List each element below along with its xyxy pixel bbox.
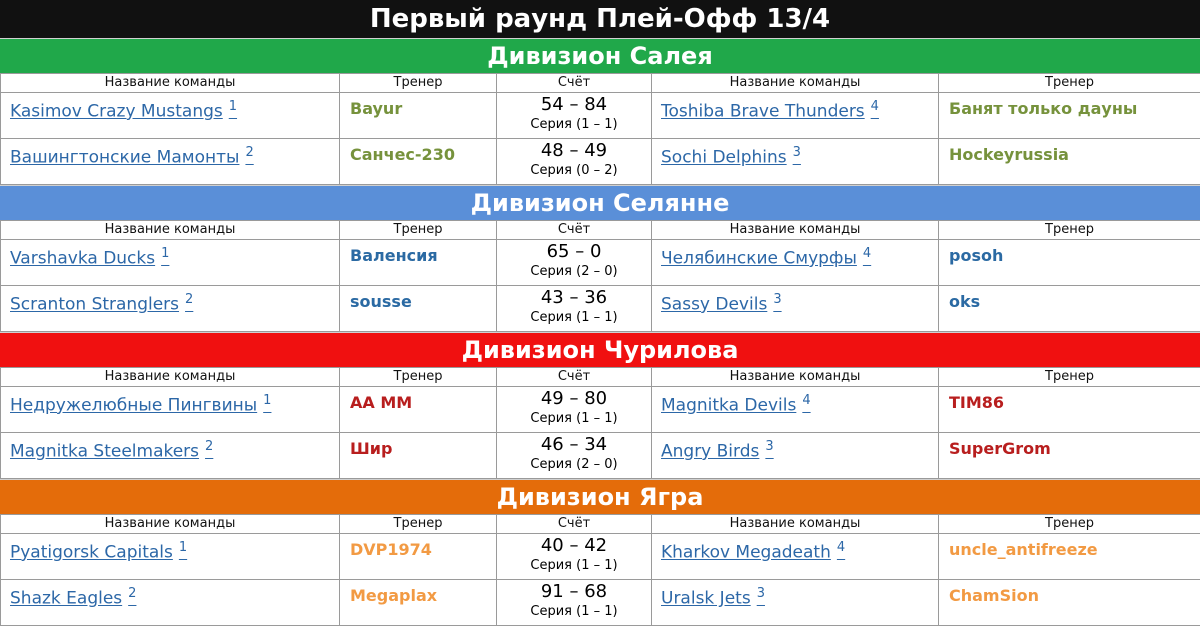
team-seed: 1	[263, 393, 272, 408]
team-link[interactable]	[652, 580, 765, 609]
match-row	[1, 580, 1200, 626]
coach-cell	[939, 286, 1200, 332]
team-link[interactable]	[652, 433, 774, 462]
team-cell	[1, 240, 340, 286]
team-name: Kharkov Megadeath	[661, 542, 831, 563]
team-name: Toshiba Brave Thunders	[661, 101, 865, 122]
coach-cell	[939, 240, 1200, 286]
match-score: 49 – 80	[540, 388, 608, 409]
team-column-header: Название команды	[652, 368, 939, 387]
score-cell	[497, 240, 652, 286]
division-title: Дивизион Салея	[0, 38, 1200, 73]
team-cell	[652, 286, 939, 332]
page-title: Первый раунд Плей-Офф 13/4	[0, 0, 1200, 38]
score-column-header: Счёт	[497, 74, 652, 93]
team-seed: 1	[161, 246, 170, 261]
team-name: Sassy Devils	[661, 294, 768, 315]
table-header-row	[1, 221, 1200, 240]
coach-name: Санчес-230	[350, 145, 455, 164]
team-seed: 3	[792, 145, 801, 160]
team-name: Kasimov Crazy Mustangs	[10, 101, 223, 122]
coach-name: Megaplax	[350, 586, 438, 605]
team-seed: 4	[802, 393, 811, 408]
team-link[interactable]	[652, 534, 845, 563]
team-name: Челябинские Смурфы	[661, 248, 857, 269]
team-cell	[1, 534, 340, 580]
team-column-header: Название команды	[1, 515, 340, 534]
coach-name: Валенсия	[350, 246, 438, 265]
coach-column-header: Тренер	[340, 221, 497, 240]
coach-cell	[340, 286, 497, 332]
coach-name: uncle_antifreeze	[949, 540, 1098, 559]
coach-column-header: Тренер	[939, 221, 1200, 240]
team-link[interactable]	[1, 93, 237, 122]
team-link[interactable]	[652, 240, 871, 269]
coach-column-header: Тренер	[340, 74, 497, 93]
match-score: 43 – 36	[540, 287, 608, 308]
team-column-header: Название команды	[652, 515, 939, 534]
team-cell	[652, 93, 939, 139]
coach-cell	[340, 93, 497, 139]
team-link[interactable]	[1, 580, 136, 609]
coach-cell	[340, 240, 497, 286]
coach-cell	[939, 534, 1200, 580]
match-score: 54 – 84	[540, 94, 608, 115]
team-link[interactable]	[1, 240, 169, 269]
team-cell	[652, 387, 939, 433]
coach-name: Hockeyrussia	[949, 145, 1069, 164]
team-name: Shazk Eagles	[10, 588, 123, 609]
coach-name: ChamSion	[949, 586, 1039, 605]
team-seed: 2	[245, 145, 254, 160]
team-seed: 4	[836, 540, 846, 555]
match-score: 65 – 0	[546, 241, 602, 262]
team-seed: 1	[228, 99, 238, 114]
score-cell	[497, 534, 652, 580]
team-link[interactable]	[652, 387, 811, 416]
coach-name: Bayur	[350, 99, 403, 118]
team-column-header: Название команды	[652, 74, 939, 93]
division-title: Дивизион Ягра	[0, 479, 1200, 514]
match-score: 46 – 34	[540, 434, 608, 455]
divisions-container	[0, 38, 1200, 626]
team-cell	[1, 93, 340, 139]
team-name: Varshavka Ducks	[10, 248, 156, 269]
coach-cell	[939, 139, 1200, 185]
coach-name: sousse	[350, 292, 412, 311]
division-title: Дивизион Селянне	[0, 185, 1200, 220]
team-name: Uralsk Jets	[661, 588, 751, 609]
match-score: 48 – 49	[540, 140, 608, 161]
team-seed: 2	[128, 586, 137, 601]
score-column-header: Счёт	[497, 515, 652, 534]
team-name: Angry Birds	[661, 441, 760, 462]
coach-cell	[340, 433, 497, 479]
team-seed: 4	[870, 99, 879, 114]
coach-cell	[939, 93, 1200, 139]
match-row	[1, 240, 1200, 286]
team-name: Pyatigorsk Capitals	[10, 542, 173, 563]
coach-column-header: Тренер	[939, 74, 1200, 93]
team-link[interactable]	[1, 387, 271, 416]
team-link[interactable]	[652, 286, 782, 315]
coach-column-header: Тренер	[939, 368, 1200, 387]
match-row	[1, 139, 1200, 185]
coach-name: DVP1974	[350, 540, 432, 559]
coach-column-header: Тренер	[939, 515, 1200, 534]
series-status: Серия (1 – 1)	[530, 411, 618, 426]
series-status: Серия (2 – 0)	[530, 457, 618, 472]
team-cell	[652, 139, 939, 185]
score-cell	[497, 433, 652, 479]
team-column-header: Название команды	[1, 74, 340, 93]
match-score: 40 – 42	[540, 535, 608, 556]
match-row	[1, 286, 1200, 332]
division-table	[0, 367, 1200, 479]
division-title: Дивизион Чурилова	[0, 332, 1200, 367]
series-status: Серия (1 – 1)	[530, 558, 618, 573]
match-score: 91 – 68	[540, 581, 608, 602]
score-column-header: Счёт	[497, 368, 652, 387]
coach-cell	[939, 580, 1200, 626]
team-cell	[1, 139, 340, 185]
team-cell	[1, 580, 340, 626]
team-link[interactable]	[652, 139, 801, 168]
score-column-header: Счёт	[497, 221, 652, 240]
team-seed: 2	[205, 439, 214, 454]
table-header-row	[1, 74, 1200, 93]
team-name: Недружелюбные Пингвины	[10, 395, 258, 416]
team-name: Magnitka Steelmakers	[10, 441, 200, 462]
team-column-header: Название команды	[1, 221, 340, 240]
team-seed: 1	[178, 540, 188, 555]
team-name: Вашингтонские Мамонты	[10, 147, 240, 168]
team-seed: 2	[185, 292, 194, 307]
division-table	[0, 514, 1200, 626]
coach-name: SuperGrom	[949, 439, 1051, 458]
coach-cell	[939, 387, 1200, 433]
team-cell	[652, 534, 939, 580]
coach-name: АА ММ	[350, 393, 413, 412]
score-cell	[497, 139, 652, 185]
team-column-header: Название команды	[652, 221, 939, 240]
coach-column-header: Тренер	[340, 515, 497, 534]
coach-cell	[939, 433, 1200, 479]
score-cell	[497, 93, 652, 139]
coach-cell	[340, 139, 497, 185]
coach-name: oks	[949, 292, 981, 311]
team-name: Magnitka Devils	[661, 395, 797, 416]
score-cell	[497, 286, 652, 332]
team-seed: 3	[773, 292, 782, 307]
score-cell	[497, 580, 652, 626]
coach-cell	[340, 387, 497, 433]
team-seed: 3	[756, 586, 765, 601]
coach-cell	[340, 534, 497, 580]
team-link[interactable]	[652, 93, 879, 122]
team-cell	[652, 433, 939, 479]
team-link[interactable]	[1, 139, 254, 168]
table-header-row	[1, 515, 1200, 534]
series-status: Серия (2 – 0)	[530, 264, 618, 279]
match-row	[1, 433, 1200, 479]
series-status: Серия (1 – 1)	[530, 117, 618, 132]
division-table	[0, 220, 1200, 332]
match-row	[1, 387, 1200, 433]
team-link[interactable]	[1, 433, 213, 462]
coach-column-header: Тренер	[340, 368, 497, 387]
division-table	[0, 73, 1200, 185]
team-column-header: Название команды	[1, 368, 340, 387]
team-cell	[652, 580, 939, 626]
team-name: Sochi Delphins	[661, 147, 787, 168]
coach-name: posoh	[949, 246, 1004, 265]
series-status: Серия (1 – 1)	[530, 310, 618, 325]
coach-name: Шир	[350, 439, 393, 458]
team-link[interactable]	[1, 534, 187, 563]
team-seed: 3	[765, 439, 774, 454]
team-cell	[1, 286, 340, 332]
score-cell	[497, 387, 652, 433]
team-name: Scranton Stranglers	[10, 294, 180, 315]
coach-name: TIM86	[949, 393, 1005, 412]
match-row	[1, 534, 1200, 580]
team-cell	[1, 433, 340, 479]
team-cell	[652, 240, 939, 286]
match-row	[1, 93, 1200, 139]
coach-name: Банят только дауны	[949, 99, 1138, 118]
table-header-row	[1, 368, 1200, 387]
coach-cell	[340, 580, 497, 626]
team-link[interactable]	[1, 286, 193, 315]
series-status: Серия (0 – 2)	[530, 163, 618, 178]
series-status: Серия (1 – 1)	[530, 604, 618, 619]
team-seed: 4	[862, 246, 872, 261]
team-cell	[1, 387, 340, 433]
